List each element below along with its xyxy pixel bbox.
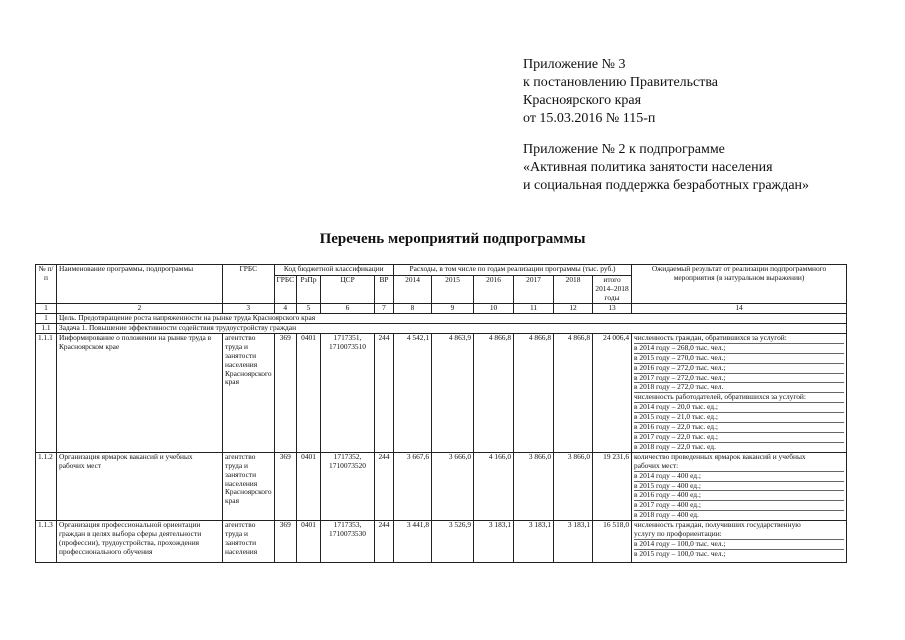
header-vr: ВР (375, 276, 394, 304)
column-number: 10 (474, 304, 514, 314)
row-2016: 4 866,8 (474, 333, 514, 452)
column-number: 12 (554, 304, 593, 314)
row-2017: 3 866,0 (514, 452, 554, 520)
row-name: Информирование о положении на рынке труда в Красноярском крае (57, 333, 223, 452)
row-grbs-code: 369 (274, 521, 297, 563)
task-row (36, 323, 847, 333)
row-num: 1.1.2 (36, 452, 57, 520)
row-rzpr: 0401 (297, 452, 321, 520)
task-text: Задача 1. Повышение эффективности содействия трудоустройству граждан (57, 323, 847, 333)
row-vr: 244 (375, 452, 394, 520)
row-2018: 3 183,1 (554, 521, 593, 563)
header-line: от 15.03.2016 № 115-п (523, 111, 656, 126)
row-csr: 1717353, 1710073530 (321, 521, 375, 563)
row-2015: 4 863,9 (432, 333, 474, 452)
row-2015: 3 666,0 (432, 452, 474, 520)
result-line: численность граждан, обратившихся за услугой: (634, 334, 844, 344)
row-csr: 1717351, 1710073510 (321, 333, 375, 452)
result-line: в 2016 году – 272,0 тыс. чел.; (634, 364, 844, 374)
result-line: в 2016 году – 400 ед.; (634, 491, 844, 501)
column-number: 8 (394, 304, 432, 314)
header-line: «Активная политика занятости населения (523, 160, 773, 175)
column-number: 6 (321, 304, 375, 314)
column-number: 11 (514, 304, 554, 314)
row-grbs: агентство труда и занятости населения (223, 521, 275, 563)
header-expenses: Расходы, в том числе по годам реализации программы (тыс. руб.) (394, 265, 632, 276)
row-total: 16 518,0 (593, 521, 632, 563)
result-line: в 2016 году – 22,0 тыс. ед.; (634, 423, 844, 433)
result-line: в 2014 году – 20,0 тыс. ед.; (634, 403, 844, 413)
header-rzpr: РзПр (297, 276, 321, 304)
header-2015: 2015 (432, 276, 474, 304)
row-2014: 4 542,1 (394, 333, 432, 452)
column-number: 14 (632, 304, 847, 314)
column-number: 5 (297, 304, 321, 314)
column-number: 4 (274, 304, 297, 314)
result-line: в 2015 году – 270,0 тыс. чел.; (634, 354, 844, 364)
result-line: в 2014 году – 268,0 тыс. чел.; (634, 344, 844, 354)
header-2014: 2014 (394, 276, 432, 304)
header-kbk: Код бюджетной классификации (274, 265, 394, 276)
row-rzpr: 0401 (297, 521, 321, 563)
appendix-3-header (523, 56, 718, 128)
header-csr: ЦСР (321, 276, 375, 304)
header-2018: 2018 (554, 276, 593, 304)
result-line: численность работодателей, обратившихся за услугой: (634, 393, 844, 403)
result-line: в 2017 году – 272,0 тыс. чел.; (634, 374, 844, 384)
row-2018: 4 866,8 (554, 333, 593, 452)
column-number-row (36, 304, 847, 314)
row-total: 24 006,4 (593, 333, 632, 452)
row-2016: 3 183,1 (474, 521, 514, 563)
result-line: услугу по профориентации: (634, 530, 844, 540)
goal-text: Цель. Предотвращение роста напряженности на рынке труда Красноярского края (57, 313, 847, 323)
result-line: в 2017 году – 22,0 тыс. ед.; (634, 433, 844, 443)
row-vr: 244 (375, 521, 394, 563)
column-number: 1 (36, 304, 57, 314)
row-total: 19 231,6 (593, 452, 632, 520)
result-line: в 2018 году – 400 ед. (634, 510, 699, 520)
row-grbs: агентство труда и занятости населения Красноярского края (223, 452, 275, 520)
appendix-2-header (523, 141, 809, 195)
row-result (632, 521, 847, 563)
table-row (36, 452, 847, 520)
header-2017: 2017 (514, 276, 554, 304)
header-line: Красноярского края (523, 93, 642, 108)
result-line: в 2014 году – 100,0 тыс. чел.; (634, 540, 844, 550)
header-grbs-code: ГРБС (274, 276, 297, 304)
row-2015: 3 526,9 (432, 521, 474, 563)
header-line: и социальная поддержка безработных граждан» (523, 178, 810, 193)
header-total: итого 2014–2018 годы (593, 276, 632, 304)
row-result (632, 452, 847, 520)
table-row (36, 333, 847, 452)
goal-row (36, 313, 847, 323)
column-number: 7 (375, 304, 394, 314)
header-line: Приложение № 3 (523, 57, 626, 72)
row-2018: 3 866,0 (554, 452, 593, 520)
result-line: в 2015 году – 100,0 тыс. чел.; (634, 548, 726, 558)
row-2014: 3 667,6 (394, 452, 432, 520)
table-header-row (36, 265, 847, 276)
document-title: Перечень мероприятий подпрограммы (319, 231, 586, 247)
row-grbs: агентство труда и занятости населения Красноярского края (223, 333, 275, 452)
table-row (36, 521, 847, 563)
header-line: Приложение № 2 к подпрограмме (523, 142, 725, 157)
column-number: 13 (593, 304, 632, 314)
header-2016: 2016 (474, 276, 514, 304)
result-line: в 2014 году – 400 ед.; (634, 472, 844, 482)
row-num: 1.1.3 (36, 521, 57, 563)
header-result: Ожидаемый результат от реализации подпрограммного мероприятия (в натуральном выражении) (632, 265, 847, 304)
result-line: рабочих мест: (634, 462, 844, 472)
row-2017: 3 183,1 (514, 521, 554, 563)
result-line: количество проведенных ярмарок вакансий и учебных (634, 452, 806, 461)
goal-num: 1 (36, 313, 57, 323)
column-number: 2 (57, 304, 223, 314)
measures-table (35, 264, 847, 563)
task-num: 1.1 (36, 323, 57, 333)
result-line: в 2015 году – 400 ед.; (634, 482, 844, 492)
row-csr: 1717352, 1710073520 (321, 452, 375, 520)
result-line: численность граждан, получивших государственную (634, 520, 801, 530)
row-name: Организация профессиональной ориентации граждан в целях выбора сферы деятельности (профессии), трудоустройства, прохождения профессионального обучения (57, 521, 223, 563)
row-2016: 4 166,0 (474, 452, 514, 520)
result-line: в 2017 году – 400 ед.; (634, 501, 844, 511)
row-rzpr: 0401 (297, 333, 321, 452)
row-grbs-code: 369 (274, 333, 297, 452)
result-line: в 2015 году – 21,0 тыс. ед.; (634, 413, 844, 423)
header-line: к постановлению Правительства (523, 75, 719, 90)
row-2014: 3 441,8 (394, 521, 432, 563)
row-vr: 244 (375, 333, 394, 452)
header-grbs: ГРБС (223, 265, 275, 304)
header-num: № п/п (36, 265, 57, 304)
header-name: Наименование программы, подпрограммы (57, 265, 223, 304)
column-number: 3 (223, 304, 275, 314)
row-result (632, 333, 847, 452)
column-number: 9 (432, 304, 474, 314)
row-2017: 4 866,8 (514, 333, 554, 452)
row-grbs-code: 369 (274, 452, 297, 520)
result-line: в 2018 году – 22,0 тыс. ед. (634, 441, 716, 451)
row-num: 1.1.1 (36, 333, 57, 452)
row-name: Организация ярмарок вакансий и учебных рабочих мест (57, 452, 223, 520)
result-line: в 2018 году – 272,0 тыс. чел. (634, 383, 844, 393)
